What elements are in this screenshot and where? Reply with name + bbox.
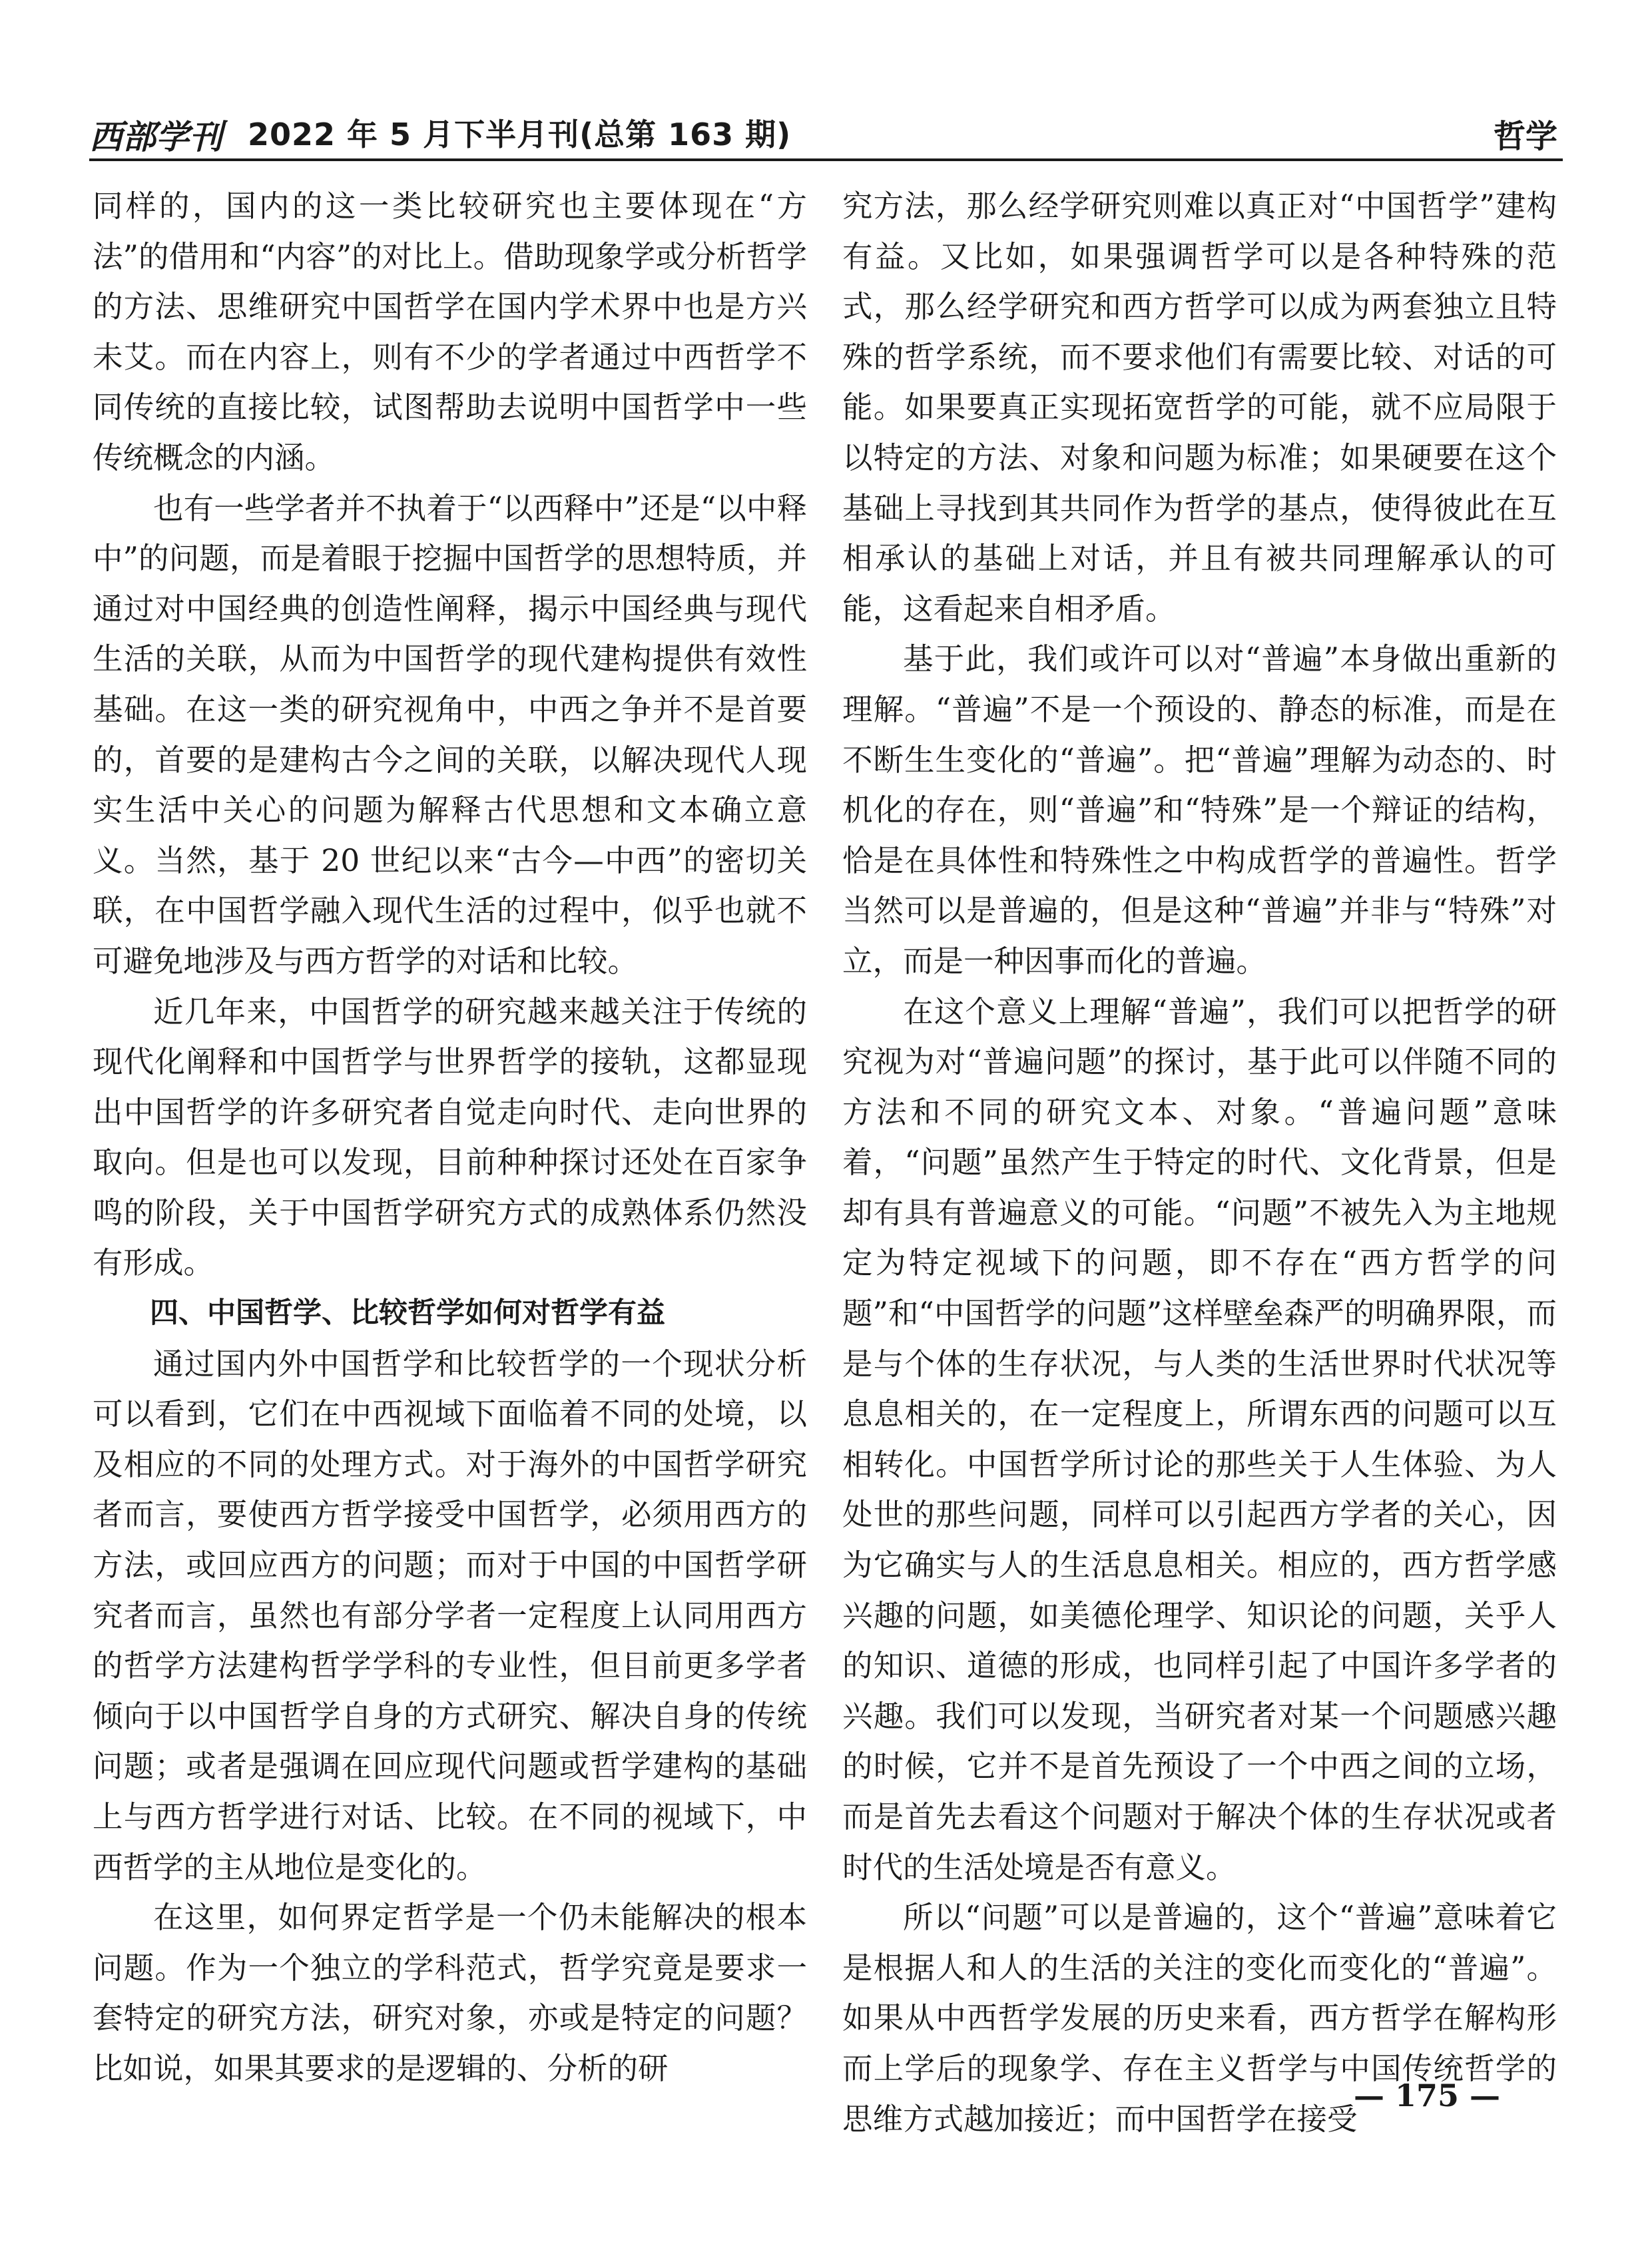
paragraph: 在这里，如何界定哲学是一个仍未能解决的根本问题。作为一个独立的学科范式，哲学究竟是要求一套特定的研究方法，研究对象，亦或是特定的问题？比如说，如果其要求的是逻辑的、分析的研 <box>93 1900 807 2086</box>
section-label: 哲学 <box>1493 118 1557 155</box>
issue-info: 2022 年 5 月下半月刊(总第 163 期) <box>248 117 792 152</box>
left-column <box>93 181 807 2094</box>
page-number: — 175 — <box>1353 2078 1500 2113</box>
journal-logo: 西部学刊 <box>89 117 222 156</box>
paragraph: 究方法，那么经学研究则难以真正对“中国哲学”建构有益。又比如，如果强调哲学可以是各种特殊的范式，那么经学研究和西方哲学可以成为两套独立且特殊的哲学系统，而不要求他们有需要比较、对话的可能。如果要真正实现拓宽哲学的可能，就不应局限于以特定的方法、对象和问题为标准；如果硬要在这个基础上寻找到其共同作为哲学的基点，使得彼此在互相承认的基础上对话，并且有被共同理解承认的可能，这看起来自相矛盾。 <box>842 188 1557 627</box>
paragraph: 所以“问题”可以是普遍的，这个“普遍”意味着它是根据人和人的生活的关注的变化而变化的“普遍”。如果从中西哲学发展的历史来看，西方哲学在解构形而上学后的现象学、存在主义哲学与中国传统哲学的思维方式越加接近；而中国哲学在接受 <box>842 1900 1557 2137</box>
paragraph: 也有一些学者并不执着于“以西释中”还是“以中释中”的问题，而是着眼于挖掘中国哲学的思想特质，并通过对中国经典的创造性阐释，揭示中国经典与现代生活的关联，从而为中国哲学的现代建构提供有效性基础。在这一类的研究视角中，中西之争并不是首要的，首要的是建构古今之间的关联，以解决现代人现实生活中关心的问题为解释古代思想和文本确立意义。当然，基于 20 世纪以来“古今—中西”的密切关联，在中国哲学融入现代生活的过程中，似乎也就不可避免地涉及与西方哲学的对话和比较。 <box>93 490 807 979</box>
paragraph: 近几年来，中国哲学的研究越来越关注于传统的现代化阐释和中国哲学与世界哲学的接轨，这都显现出中国哲学的许多研究者自觉走向时代、走向世界的取向。但是也可以发现，目前种种探讨还处在百家争鸣的阶段，关于中国哲学研究方式的成熟体系仍然没有形成。 <box>93 993 807 1281</box>
section-heading: 四、中国哲学、比较哲学如何对哲学有益 <box>150 1296 665 1330</box>
paragraph: 基于此，我们或许可以对“普遍”本身做出重新的理解。“普遍”不是一个预设的、静态的标准，而是在不断生生变化的“普遍”。把“普遍”理解为动态的、时机化的存在，则“普遍”和“特殊”是一个辩证的结构，恰是在具体性和特殊性之中构成哲学的普遍性。哲学当然可以是普遍的，但是这种“普遍”并非与“特殊”对立，而是一种因事而化的普遍。 <box>842 641 1557 979</box>
right-column <box>842 181 1557 2144</box>
paragraph: 通过国内外中国哲学和比较哲学的一个现状分析可以看到，它们在中西视域下面临着不同的处境，以及相应的不同的处理方式。对于海外的中国哲学研究者而言，要使西方哲学接受中国哲学，必须用西方的方法，或回应西方的问题；而对于中国的中国哲学研究者而言，虽然也有部分学者一定程度上认同用西方的哲学方法建构哲学学科的专业性，但目前更多学者倾向于以中国哲学自身的方式研究、解决自身的传统问题；或者是强调在回应现代问题或哲学建构的基础上与西方哲学进行对话、比较。在不同的视域下，中西哲学的主从地位是变化的。 <box>93 1346 807 1885</box>
paragraph: 同样的，国内的这一类比较研究也主要体现在“方法”的借用和“内容”的对比上。借助现象学或分析哲学的方法、思维研究中国哲学在国内学术界中也是方兴未艾。而在内容上，则有不少的学者通过中西哲学不同传统的直接比较，试图帮助去说明中国哲学中一些传统概念的内涵。 <box>93 188 807 475</box>
running-header <box>89 107 1563 161</box>
paragraph: 在这个意义上理解“普遍”，我们可以把哲学的研究视为对“普遍问题”的探讨，基于此可以伴随不同的方法和不同的研究文本、对象。“普遍问题”意味着，“问题”虽然产生于特定的时代、文化背景，但是却有具有普遍意义的可能。“问题”不被先入为主地规定为特定视域下的问题，即不存在“西方哲学的问题”和“中国哲学的问题”这样壁垒森严的明确界限，而是与个体的生存状况，与人类的生活世界时代状况等息息相关的，在一定程度上，所谓东西的问题可以互相转化。中国哲学所讨论的那些关于人生体验、为人处世的那些问题，同样可以引起西方学者的关心，因为它确实与人的生活息息相关。相应的，西方哲学感兴趣的问题，如美德伦理学、知识论的问题，关乎人的知识、道德的形成，也同样引起了中国许多学者的兴趣。我们可以发现，当研究者对某一个问题感兴趣的时候，它并不是首先预设了一个中西之间的立场，而是首先去看这个问题对于解决个体的生存状况或者时代的生活处境是否有意义。 <box>842 993 1557 1885</box>
